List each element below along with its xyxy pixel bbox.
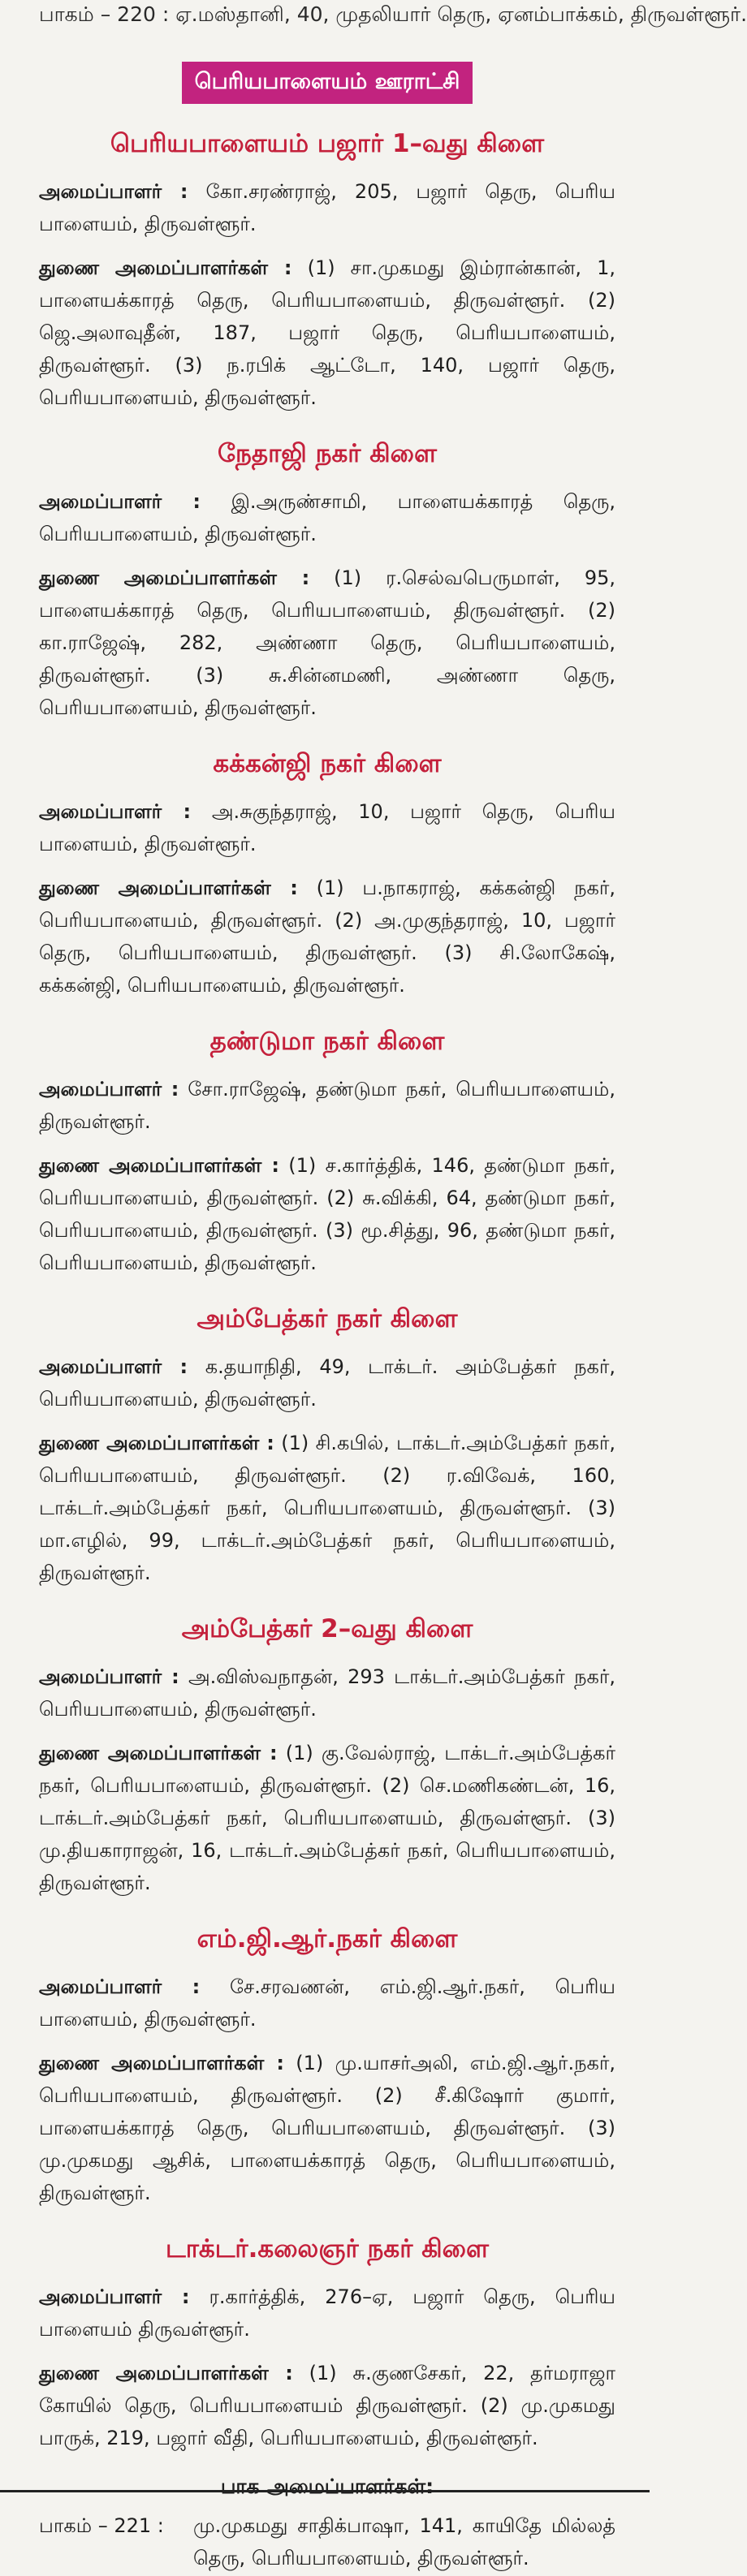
deputies-label: துணை அமைப்பாளர்கள் : <box>39 566 310 589</box>
branch-title: அம்பேத்கர் 2–வது கிளை <box>181 1614 473 1643</box>
organizer-label: அமைப்பாளர் : <box>39 490 201 513</box>
organizer-paragraph <box>39 175 615 240</box>
organizer-label: அமைப்பாளர் : <box>39 1355 188 1378</box>
branch-title: டாக்டர்.கலைஞர் நகர் கிளை <box>166 2234 489 2264</box>
organizer-paragraph <box>39 1073 615 1138</box>
deputies-paragraph <box>39 252 615 414</box>
deputies-paragraph <box>39 562 615 724</box>
booth-number: பாகம் – 221 : <box>39 2514 164 2537</box>
booth-organizers-heading: பாக அமைப்பாளர்கள்: <box>220 2475 434 2498</box>
deputies-text: (1) கு.வேல்ராஜ், டாக்டர்.அம்பேத்கர் நகர், பெரியபாளையம், திருவள்ளூர். (2) செ.மணிகண்டன், 16, டாக்டர்.அம்பேத்கர் நகர், பெரியபாளையம், திருவள்ளூர். (3) மு.தியகாராஜன், 16, டாக்டர்.அம்பேத்கர் நகர், பெரியபாளையம், திருவள்ளூர். <box>39 1742 615 1894</box>
branch-title: அம்பேத்கர் நகர் கிளை <box>196 1304 458 1333</box>
deputies-label: துணை அமைப்பாளர்கள் : <box>39 2052 284 2074</box>
organizer-text: ர.கார்த்திக், 276–ஏ, பஜார் தெரு, பெரிய பாளையம் திருவள்ளூர். <box>39 2285 615 2341</box>
deputies-label: துணை அமைப்பாளர்கள் : <box>39 1432 274 1454</box>
branch-section <box>39 435 615 724</box>
branch-title: பெரியபாளையம் பஜார் 1–வது கிளை <box>110 129 545 158</box>
branch-section <box>39 1920 615 2209</box>
branch-title: எம்.ஜி.ஆர்.நகர் கிளை <box>196 1924 458 1954</box>
deputies-paragraph <box>39 1737 615 1899</box>
organizer-paragraph <box>39 795 615 860</box>
deputies-text: (1) ச.கார்த்திக், 146, தண்டுமா நகர், பெரியபாளையம், திருவள்ளூர். (2) சு.விக்கி, 64, தண்டுமா நகர், பெரியபாளையம், திருவள்ளூர். (3) மூ.சித்து, 96, தண்டுமா நகர், பெரியபாளையம், திருவள்ளூர். <box>39 1154 615 1274</box>
organizer-paragraph <box>39 1971 615 2035</box>
deputies-text: (1) மு.யாசர்அலி, எம்.ஜி.ஆர்.நகர், பெரியபாளையம், திருவள்ளூர். (2) சீ.கிஷோர் குமார், பாளையக்காரத் தெரு, பெரியபாளையம், திருவள்ளூர். (3) மு.முகமது ஆசிக், பாளையக்காரத் தெரு, பெரியபாளையம், திருவள்ளூர். <box>39 2052 615 2204</box>
organizer-paragraph <box>39 2281 615 2346</box>
deputies-paragraph <box>39 1427 615 1589</box>
organizer-text: சே.சரவணன், எம்.ஜி.ஆர்.நகர், பெரிய பாளையம், திருவள்ளூர். <box>39 1975 615 2031</box>
branch-section <box>39 1300 615 1589</box>
branch-title: நேதாஜி நகர் கிளை <box>217 439 437 468</box>
deputies-label: துணை அமைப்பாளர்கள் : <box>39 256 292 279</box>
organizer-paragraph <box>39 1350 615 1415</box>
deputies-text: (1) சி.கபில், டாக்டர்.அம்பேத்கர் நகர், பெரியபாளையம், திருவள்ளூர். (2) ர.விவேக், 160, டாக்டர்.அம்பேத்கர் நகர், பெரியபாளையம், திருவள்ளூர். (3) மா.எழில், 99, டாக்டர்.அம்பேத்கர் நகர், பெரியபாளையம், திருவள்ளூர். <box>39 1432 616 1584</box>
organizer-label: அமைப்பாளர் : <box>39 1665 179 1688</box>
branch-section <box>39 1610 615 1899</box>
organizer-text: இ.அருண்சாமி, பாளையக்காரத் தெரு, பெரியபாளையம், திருவள்ளூர். <box>39 490 615 545</box>
organizer-text: அ.விஸ்வநாதன், 293 டாக்டர்.அம்பேத்கர் நகர், பெரியபாளையம், திருவள்ளூர். <box>39 1665 615 1721</box>
branch-title: கக்கன்ஜி நகர் கிளை <box>213 749 442 778</box>
area-title-banner: பெரியபாளையம் ஊராட்சி <box>182 62 473 104</box>
branch-title: தண்டுமா நகர் கிளை <box>209 1027 445 1056</box>
deputies-paragraph <box>39 872 615 1002</box>
organizer-paragraph <box>39 1661 615 1725</box>
deputies-label: துணை அமைப்பாளர்கள் : <box>39 1742 278 1764</box>
deputies-paragraph <box>39 1149 615 1279</box>
branch-section <box>39 2230 615 2454</box>
booth-organizer-text: மு.முகமது சாதிக்பாஷா, 141, காயிதே மில்லத் தெரு, பெரியபாளையம், திருவள்ளூர். <box>193 2514 615 2570</box>
organizer-label: அமைப்பாளர் : <box>39 180 188 203</box>
deputies-label: துணை அமைப்பாளர்கள் : <box>39 877 298 899</box>
bottom-divider <box>0 2490 650 2492</box>
deputies-text: (1) சு.குணசேகர், 22, தர்மராஜா கோயில் தெரு, பெரியபாளையம் திருவள்ளூர். (2) மு.முகமது பாருக், 219, பஜார் வீதி, பெரியபாளையம், திருவள்ளூர். <box>39 2362 615 2449</box>
deputies-text: (1) சா.முகமது இம்ரான்கான், 1, பாளையக்காரத் தெரு, பெரியபாளையம், திருவள்ளூர். (2) ஜெ.அலாவுதீன், 187, பஜார் தெரு, பெரியபாளையம், திருவள்ளூர். (3) ந.ரபிக் ஆட்டோ, 140, பஜார் தெரு, பெரியபாளையம், திருவள்ளூர். <box>39 256 615 409</box>
previous-entry-fragment: பாகம் – 220 : ஏ.மஸ்தானி, 40, முதலியார் தெரு, ஏனம்பாக்கம், திருவள்ளூர். <box>39 2 747 26</box>
area-banner-wrap <box>39 62 615 104</box>
booth-entry <box>39 2509 615 2574</box>
deputies-paragraph <box>39 2357 615 2454</box>
deputies-paragraph <box>39 2047 615 2209</box>
branch-section <box>39 1023 615 1279</box>
organizer-label: அமைப்பாளர் : <box>39 800 192 823</box>
deputies-text: (1) ர.செல்வபெருமாள், 95, பாளையக்காரத் தெரு, பெரியபாளையம், திருவள்ளூர். (2) கா.ராஜேஷ், 282, அண்ணா தெரு, பெரியபாளையம், திருவள்ளூர். (3) சு.சின்னமணி, அண்ணா தெரு, பெரியபாளையம், திருவள்ளூர். <box>39 566 615 719</box>
organizer-paragraph <box>39 485 615 550</box>
organizer-text: சோ.ராஜேஷ், தண்டுமா நகர், பெரியபாளையம், திருவள்ளூர். <box>39 1078 615 1133</box>
deputies-label: துணை அமைப்பாளர்கள் : <box>39 2362 293 2384</box>
branch-section <box>39 125 615 414</box>
deputies-label: துணை அமைப்பாளர்கள் : <box>39 1154 279 1177</box>
organizer-text: க.தயாநிதி, 49, டாக்டர். அம்பேத்கர் நகர், பெரியபாளையம், திருவள்ளூர். <box>39 1355 616 1411</box>
organizer-text: அ.சுகுந்தராஜ், 10, பஜார் தெரு, பெரிய பாளையம், திருவள்ளூர். <box>39 800 615 855</box>
branch-section <box>39 745 615 1002</box>
organizer-label: அமைப்பாளர் : <box>39 2285 190 2308</box>
deputies-text: (1) ப.நாகராஜ், கக்கன்ஜி நகர், பெரியபாளையம், திருவள்ளூர். (2) அ.முகுந்தராஜ், 10, பஜார் தெரு, பெரியபாளையம், திருவள்ளூர். (3) சி.லோகேஷ், கக்கன்ஜி, பெரியபாளையம், திருவள்ளூர். <box>39 877 615 997</box>
organizer-text: கோ.சரண்ராஜ், 205, பஜார் தெரு, பெரிய பாளையம், திருவள்ளூர். <box>39 180 615 235</box>
organizer-label: அமைப்பாளர் : <box>39 1975 201 1998</box>
organizer-label: அமைப்பாளர் : <box>39 1078 179 1101</box>
